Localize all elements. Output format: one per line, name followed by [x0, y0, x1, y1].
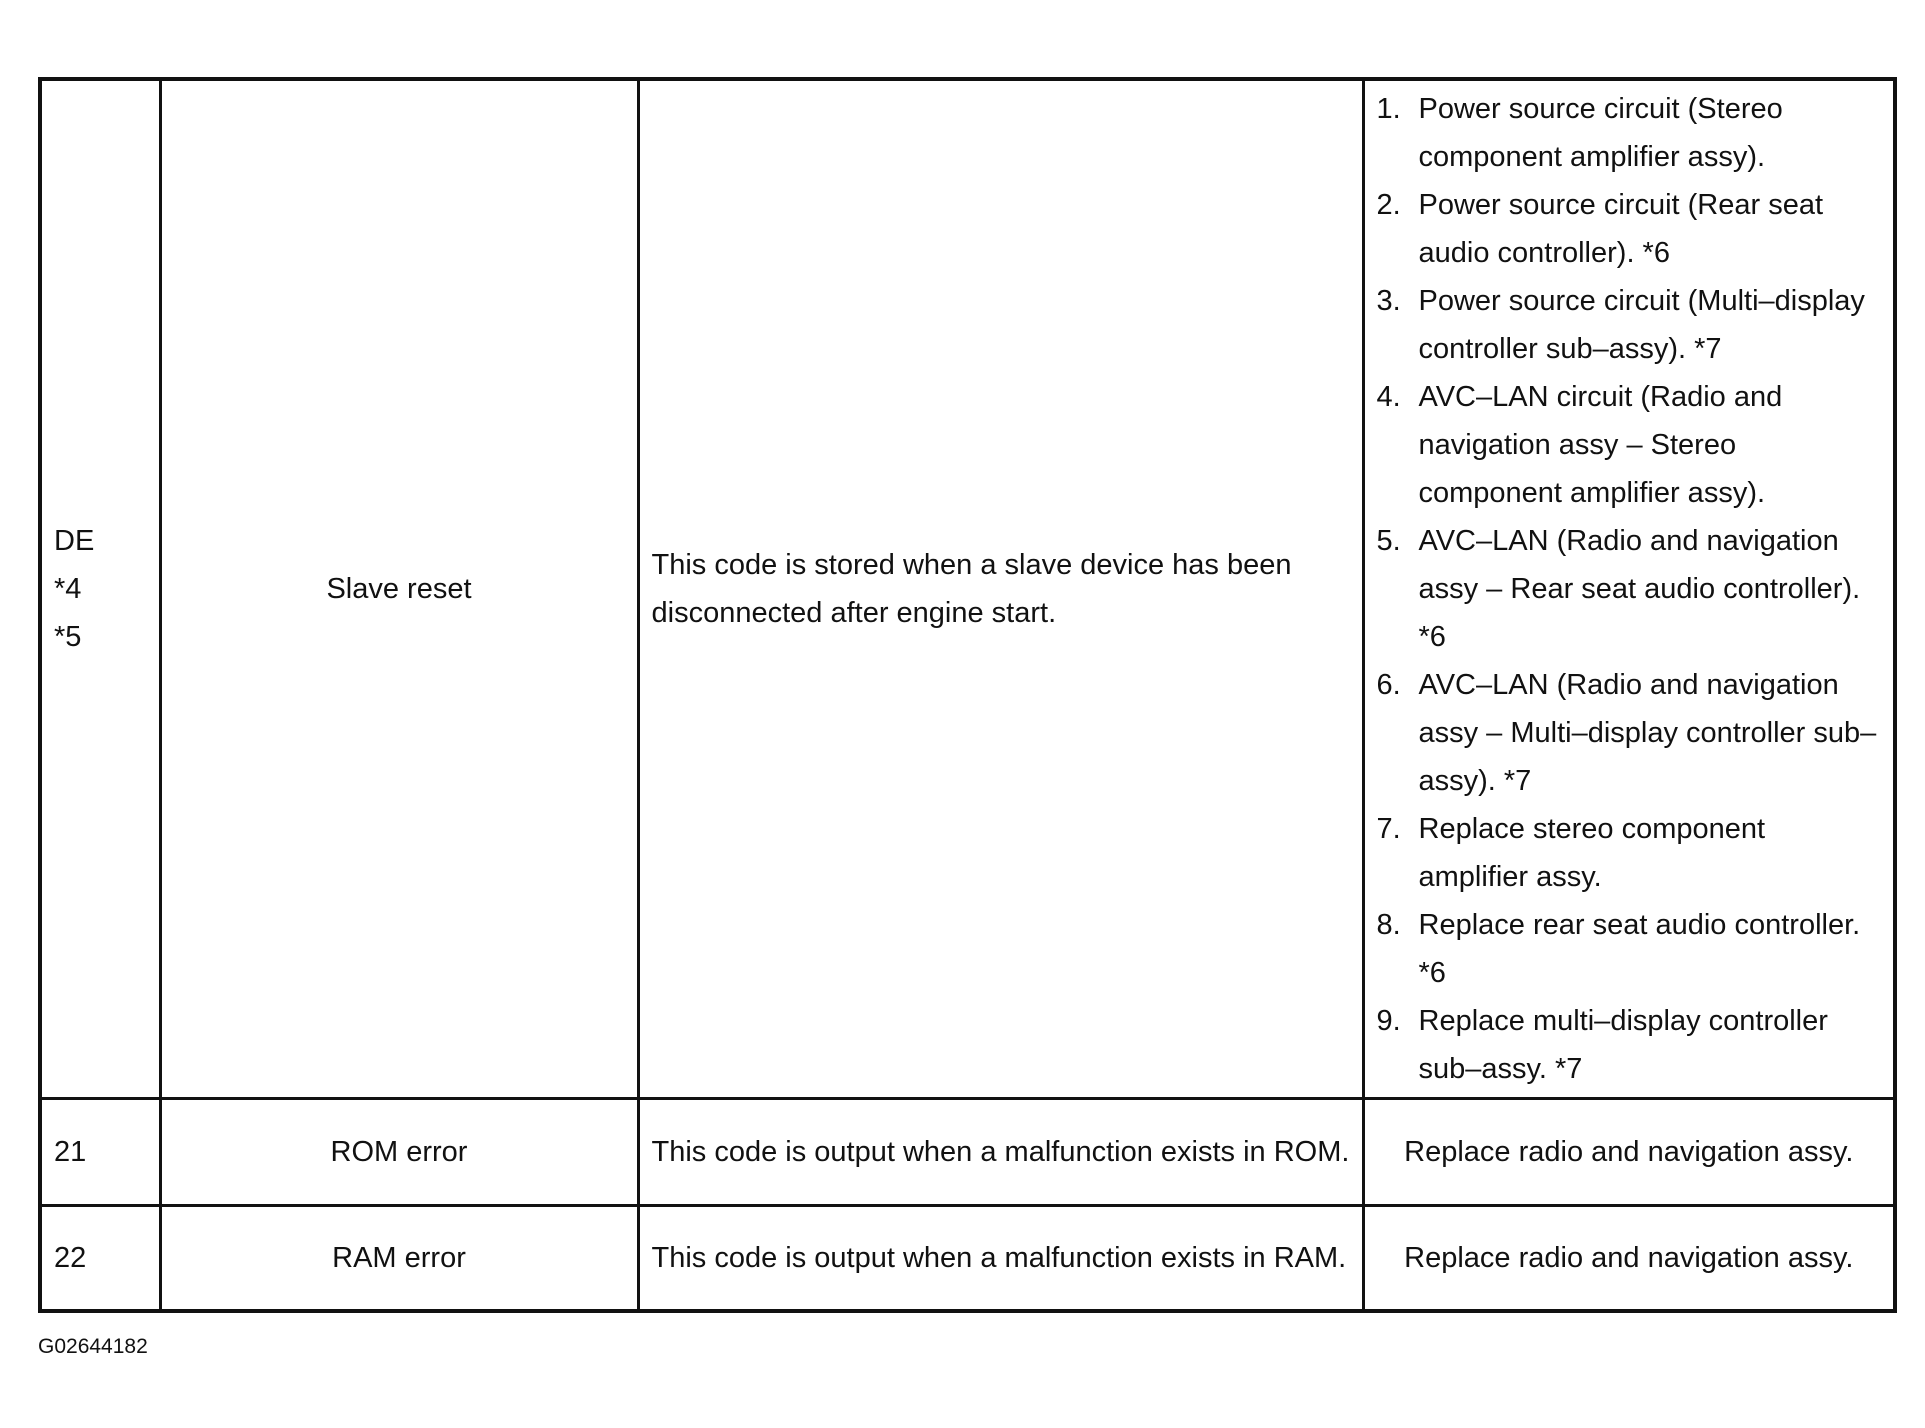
action-item: [1377, 901, 1882, 997]
dtc-action-cell: [1363, 79, 1895, 1099]
action-item: [1377, 277, 1882, 373]
action-item: [1377, 517, 1882, 661]
action-number: 6.: [1376, 669, 1401, 701]
action-item: [1377, 85, 1882, 181]
dtc-description: This code is output when a malfunction exists in ROM.: [638, 1099, 1363, 1206]
dtc-code-cell: [40, 79, 160, 1099]
action-item: [1377, 661, 1882, 805]
action-number: 1.: [1376, 93, 1401, 125]
action-text: AVC–LAN (Radio and navigation assy – Rear seat audio controller). *6: [1418, 525, 1861, 653]
action-item: [1377, 181, 1882, 277]
dtc-name: Slave reset: [160, 79, 638, 1099]
action-list: [1377, 85, 1882, 1093]
action-text: Power source circuit (Rear seat audio controller). *6: [1418, 189, 1824, 269]
dtc-name: RAM error: [160, 1206, 638, 1312]
figure-id: G02644182: [38, 1335, 148, 1358]
action-item: [1377, 373, 1882, 517]
action-text: Power source circuit (Multi–display controller sub–assy). *7: [1418, 285, 1865, 365]
dtc-code: 22: [40, 1206, 160, 1312]
dtc-table: [38, 77, 1897, 1313]
dtc-code: DE: [54, 525, 95, 557]
action-text: Power source circuit (Stereo component amplifier assy).: [1418, 93, 1783, 173]
dtc-code-note: *5: [54, 621, 82, 653]
action-number: 3.: [1376, 285, 1401, 317]
dtc-description: This code is stored when a slave device has been disconnected after engine start.: [638, 79, 1363, 1099]
table-row: [40, 1099, 1895, 1206]
dtc-action: Replace radio and navigation assy.: [1363, 1206, 1895, 1312]
action-item: [1377, 997, 1882, 1093]
action-text: Replace stereo component amplifier assy.: [1418, 813, 1766, 893]
action-item: [1377, 805, 1882, 901]
action-number: 7.: [1376, 813, 1401, 845]
action-number: 4.: [1376, 381, 1401, 413]
action-text: Replace multi–display controller sub–assy. *7: [1418, 1005, 1828, 1085]
action-text: Replace rear seat audio controller. *6: [1418, 909, 1861, 989]
dtc-name: ROM error: [160, 1099, 638, 1206]
table-row: [40, 79, 1895, 1099]
action-number: 2.: [1376, 189, 1401, 221]
action-number: 9.: [1376, 1005, 1401, 1037]
action-number: 8.: [1376, 909, 1401, 941]
table-row: [40, 1206, 1895, 1312]
dtc-description: This code is output when a malfunction exists in RAM.: [638, 1206, 1363, 1312]
dtc-code-note: *4: [54, 573, 82, 605]
action-text: AVC–LAN (Radio and navigation assy – Multi–display controller sub–assy). *7: [1418, 669, 1877, 797]
action-number: 5.: [1376, 525, 1401, 557]
dtc-code: 21: [40, 1099, 160, 1206]
action-text: AVC–LAN circuit (Radio and navigation assy – Stereo component amplifier assy).: [1418, 381, 1783, 509]
dtc-action: Replace radio and navigation assy.: [1363, 1099, 1895, 1206]
